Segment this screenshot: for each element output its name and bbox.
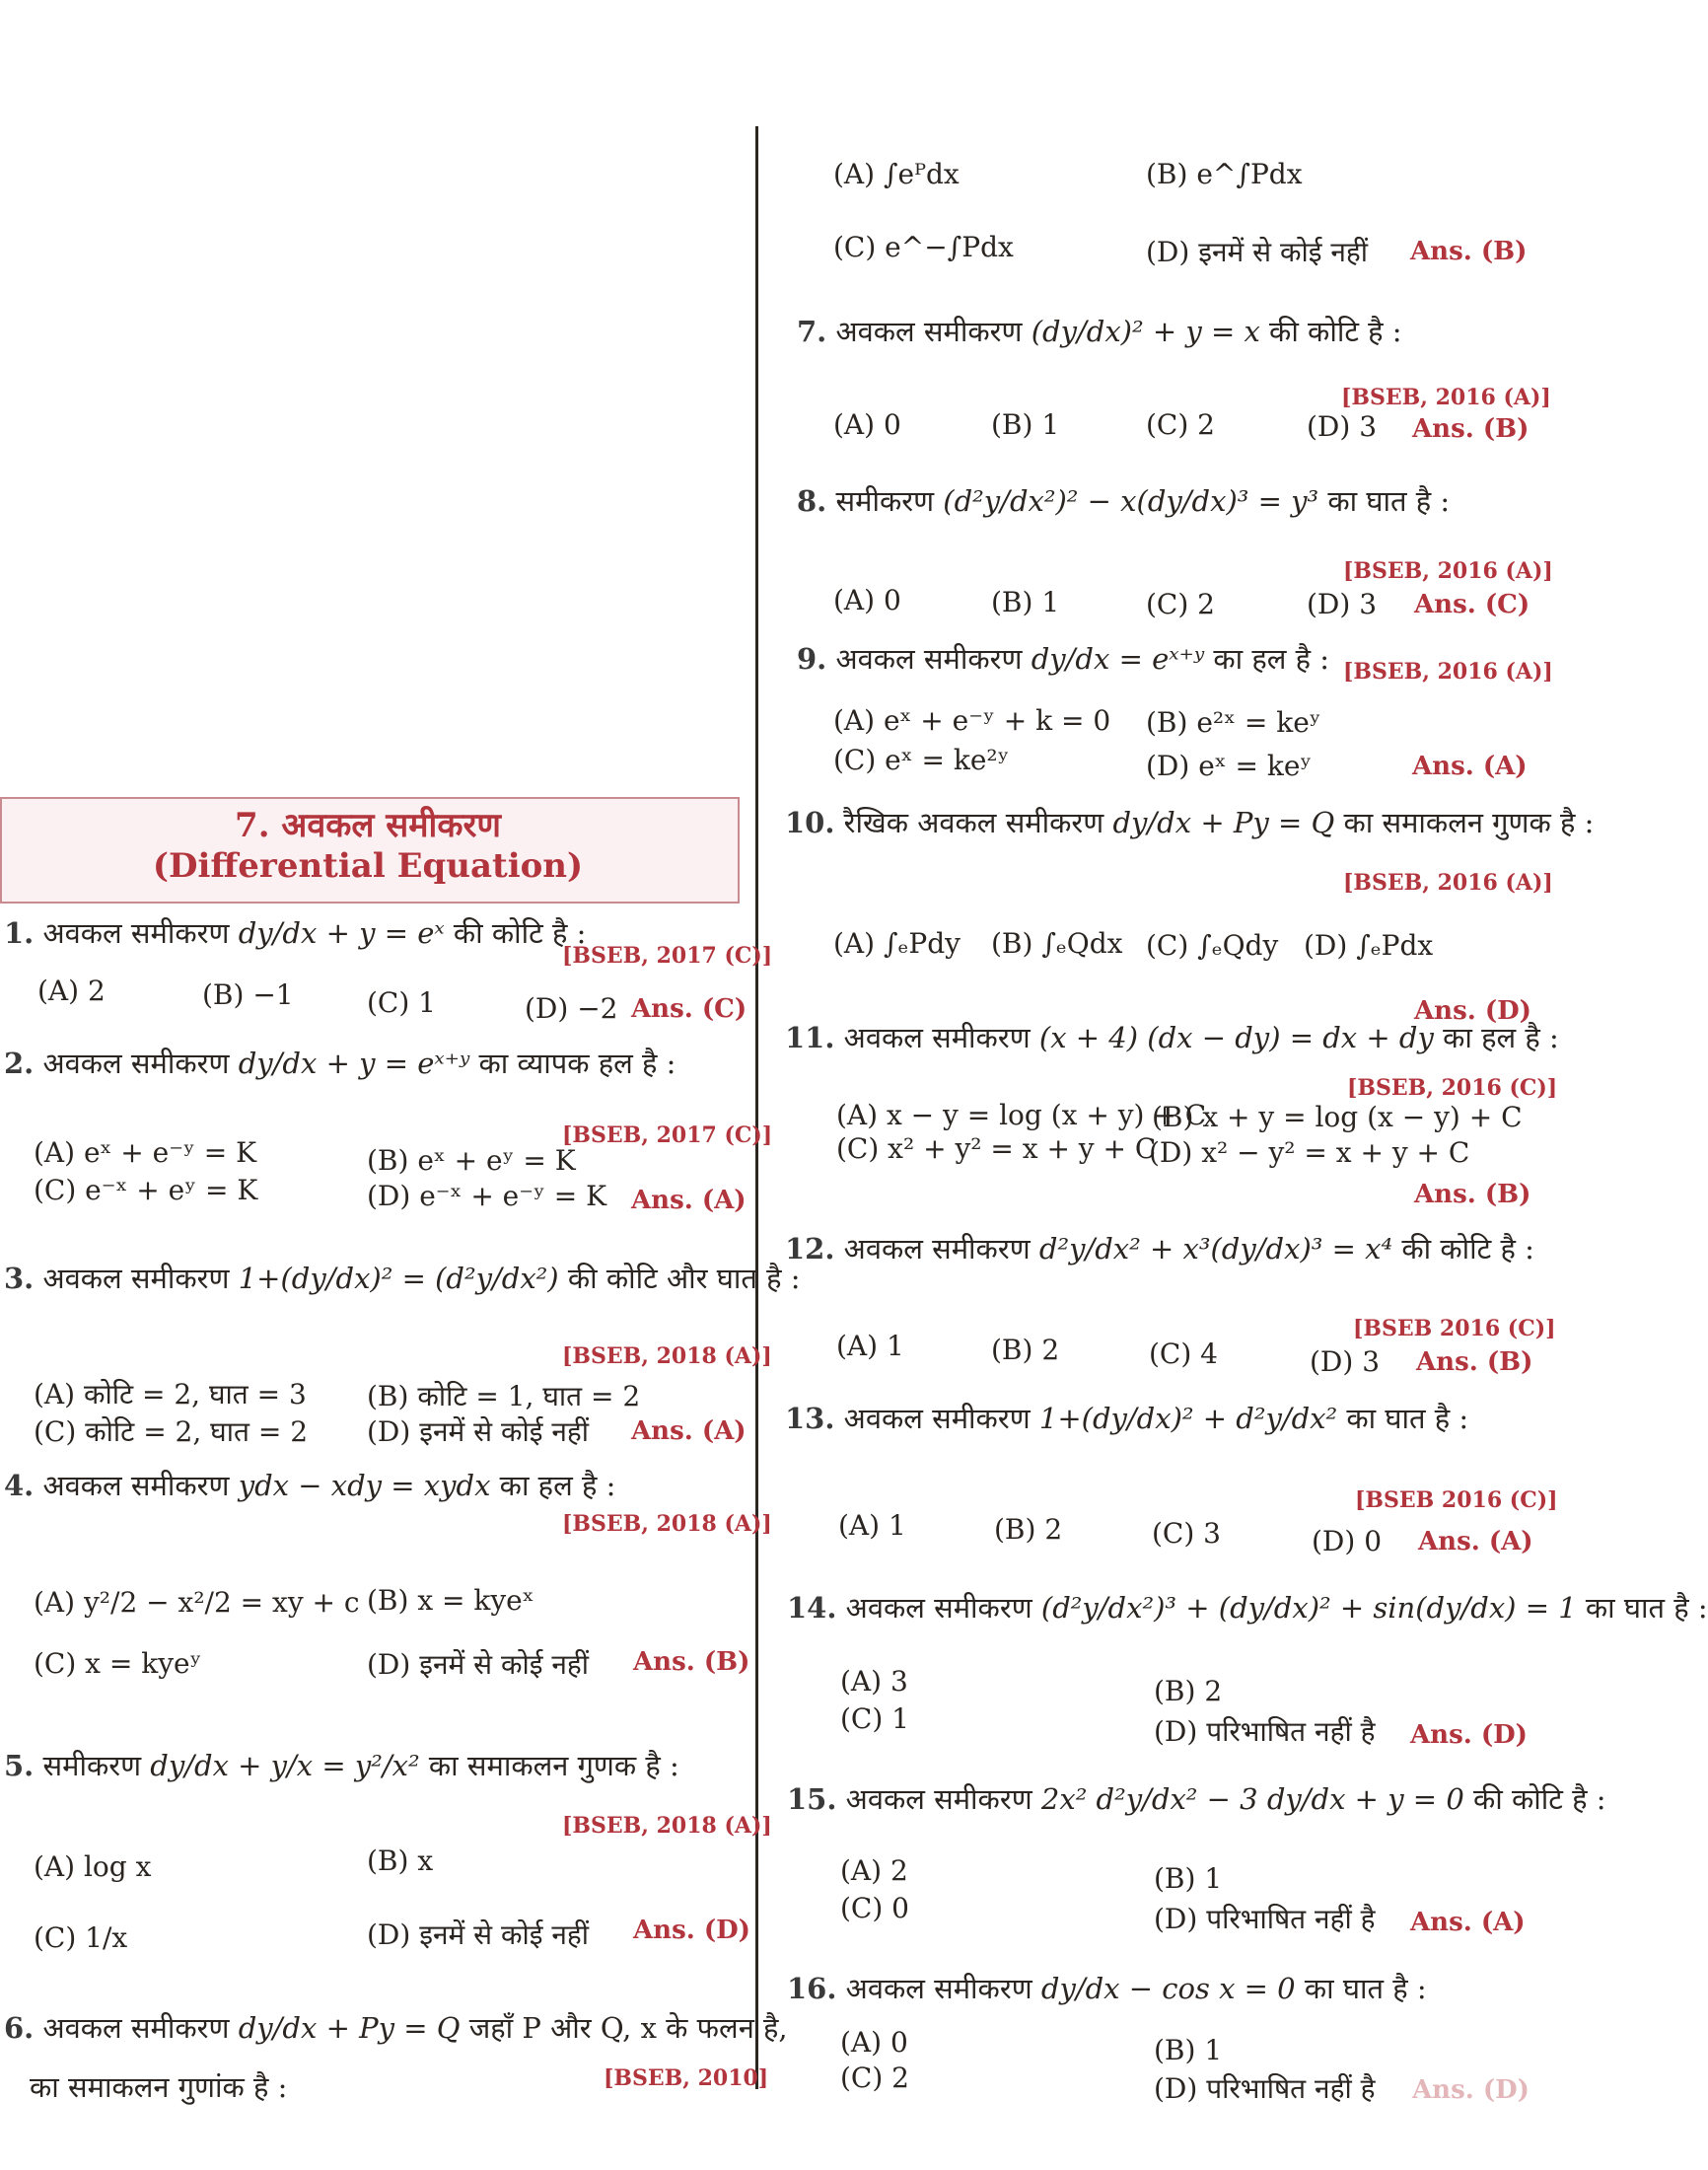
q14-option-a: (A) 3	[840, 1665, 908, 1698]
q4-option-d: (D) इनमें से कोई नहीं	[367, 1648, 590, 1681]
question-7: 7. अवकल समीकरण (dy/dx)² + y = x की कोटि है :	[797, 315, 1402, 348]
q6-option-a: (A) ∫eᴾdx	[833, 158, 960, 190]
question-14: 14. अवकल समीकरण (d²y/dx²)³ + (dy/dx)² + sin(dy/dx) = 1 का घात है :	[787, 1591, 1708, 1625]
q12-option-d: (D) 3	[1310, 1345, 1381, 1378]
question-8: 8. समीकरण (d²y/dx²)² − x(dy/dx)³ = y³ का घात है :	[797, 484, 1451, 518]
question-3: 3. अवकल समीकरण 1+(dy/dx)² = (d²y/dx²) की कोटि और घात है :	[4, 1262, 801, 1295]
q5-option-d: (D) इनमें से कोई नहीं	[367, 1918, 590, 1951]
q3-option-c: (C) कोटि = 2, घात = 2	[34, 1415, 309, 1448]
q16-option-c: (C) 2	[840, 2062, 909, 2094]
question-13: 13. अवकल समीकरण 1+(dy/dx)² + d²y/dx² का घात है :	[785, 1402, 1469, 1435]
question-1: 1. अवकल समीकरण dy/dx + y = eˣ की कोटि है :	[4, 916, 587, 950]
question-4: 4. अवकल समीकरण ydx − xdy = xydx का हल है :	[4, 1469, 616, 1502]
question-10: 10. रैखिक अवकल समीकरण dy/dx + Py = Q का समाकलन गुणक है :	[785, 806, 1595, 839]
q4-option-a: (A) y²/2 − x²/2 = xy + c	[34, 1586, 360, 1619]
q4-option-c: (C) x = kyeʸ	[34, 1647, 202, 1680]
q12-option-c: (C) 4	[1149, 1338, 1218, 1370]
question-16: 16. अवकल समीकरण dy/dx − cos x = 0 का घात है :	[787, 1972, 1427, 2005]
q9-answer: Ans. (A)	[1412, 752, 1528, 781]
q1-option-c: (C) 1	[367, 986, 436, 1019]
question-6: 6. अवकल समीकरण dy/dx + Py = Q जहाँ P और Q, x के फलन है,	[4, 2011, 788, 2045]
question-9: 9. अवकल समीकरण dy/dx = eˣ⁺ʸ का हल है :	[797, 642, 1330, 676]
q13-option-b: (B) 2	[994, 1513, 1063, 1546]
q2-option-b: (B) eˣ + eʸ = K	[367, 1144, 576, 1177]
q8-answer: Ans. (C)	[1414, 590, 1530, 619]
section-title-hindi: 7. अवकल समीकरण	[235, 806, 501, 845]
q15-option-b: (B) 1	[1154, 1862, 1223, 1895]
q4-source: [BSEB, 2018 (A)]	[562, 1511, 772, 1537]
q3-option-d: (D) इनमें से कोई नहीं	[367, 1415, 590, 1448]
q10-answer: Ans. (D)	[1414, 996, 1531, 1026]
question-11: 11. अवकल समीकरण (x + 4) (dx − dy) = dx + dy का हल है :	[785, 1021, 1559, 1054]
q2-option-a: (A) eˣ + e⁻ʸ = K	[34, 1136, 257, 1169]
question-12: 12. अवकल समीकरण d²y/dx² + x³(dy/dx)³ = x⁴ की कोटि है :	[785, 1232, 1534, 1266]
q9-option-b: (B) e²ˣ = keʸ	[1146, 706, 1321, 739]
q16-option-d: (D) परिभाषित नहीं है	[1154, 2072, 1376, 2105]
q7-option-b: (B) 1	[991, 408, 1060, 441]
q11-source: [BSEB, 2016 (C)]	[1347, 1075, 1558, 1101]
q5-option-c: (C) 1/x	[34, 1921, 128, 1954]
q9-option-c: (C) eˣ = ke²ʸ	[833, 744, 1010, 776]
q16-option-a: (A) 0	[840, 2026, 908, 2059]
q16-answer: Ans. (D)	[1412, 2075, 1530, 2105]
q8-option-b: (B) 1	[991, 586, 1060, 618]
q14-option-d: (D) परिभाषित नहीं है	[1154, 1715, 1376, 1748]
q11-option-d: (D) x² − y² = x + y + C	[1149, 1136, 1470, 1169]
question-6-cont: का समाकलन गुणांक है :	[30, 2070, 288, 2104]
q13-source: [BSEB 2016 (C)]	[1355, 1487, 1558, 1513]
q16-option-b: (B) 1	[1154, 2034, 1223, 2066]
q7-option-c: (C) 2	[1146, 408, 1215, 441]
q13-answer: Ans. (A)	[1418, 1527, 1533, 1556]
q8-source: [BSEB, 2016 (A)]	[1343, 558, 1553, 584]
question-2: 2. अवकल समीकरण dy/dx + y = eˣ⁺ʸ का व्यापक हल है :	[4, 1047, 676, 1080]
q6-option-d: (D) इनमें से कोई नहीं	[1146, 236, 1369, 268]
q4-option-b: (B) x = kyeˣ	[367, 1584, 534, 1617]
q7-option-a: (A) 0	[833, 408, 901, 441]
q8-option-c: (C) 2	[1146, 588, 1215, 620]
q12-answer: Ans. (B)	[1416, 1347, 1533, 1377]
q4-answer: Ans. (B)	[633, 1647, 750, 1677]
q15-option-a: (A) 2	[840, 1854, 908, 1887]
q15-option-d: (D) परिभाषित नहीं है	[1154, 1903, 1376, 1935]
q12-source: [BSEB 2016 (C)]	[1353, 1316, 1556, 1341]
q14-answer: Ans. (D)	[1410, 1720, 1528, 1750]
q9-option-a: (A) eˣ + e⁻ʸ + k = 0	[833, 704, 1111, 737]
q1-answer: Ans. (C)	[631, 994, 747, 1024]
q11-option-c: (C) x² + y² = x + y + C	[836, 1132, 1157, 1165]
q10-option-d: (D) ∫ₑPdx	[1304, 929, 1434, 962]
q2-option-c: (C) e⁻ˣ + eʸ = K	[34, 1174, 258, 1206]
section-title-english: (Differential Equation)	[152, 846, 584, 886]
q11-option-b: (B) x + y = log (x − y) + C	[1152, 1101, 1523, 1133]
q10-source: [BSEB, 2016 (A)]	[1343, 870, 1553, 896]
q6-answer: Ans. (B)	[1410, 237, 1528, 266]
q7-option-d: (D) 3	[1307, 410, 1378, 443]
q1-option-a: (A) 2	[37, 975, 106, 1007]
q14-option-c: (C) 1	[840, 1702, 909, 1735]
q2-source: [BSEB, 2017 (C)]	[562, 1122, 773, 1148]
question-5: 5. समीकरण dy/dx + y/x = y²/x² का समाकलन गुणक है :	[4, 1749, 679, 1782]
q8-option-d: (D) 3	[1307, 588, 1378, 620]
q13-option-d: (D) 0	[1312, 1525, 1383, 1557]
q1-option-b: (B) −1	[202, 978, 294, 1011]
q13-option-c: (C) 3	[1152, 1517, 1221, 1550]
q7-source: [BSEB, 2016 (A)]	[1341, 385, 1551, 410]
q2-option-d: (D) e⁻ˣ + e⁻ʸ = K	[367, 1180, 607, 1212]
q6-option-b: (B) e^∫Pdx	[1146, 158, 1303, 190]
q11-option-a: (A) x − y = log (x + y) + C	[836, 1099, 1207, 1131]
q15-option-c: (C) 0	[840, 1892, 909, 1924]
q3-source: [BSEB, 2018 (A)]	[562, 1343, 772, 1369]
q7-answer: Ans. (B)	[1412, 414, 1530, 444]
q3-option-b: (B) कोटि = 1, घात = 2	[367, 1380, 641, 1412]
q12-option-b: (B) 2	[991, 1334, 1060, 1366]
q15-answer: Ans. (A)	[1410, 1908, 1526, 1937]
q5-answer: Ans. (D)	[633, 1916, 750, 1945]
q1-source: [BSEB, 2017 (C)]	[562, 943, 773, 969]
column-divider	[755, 126, 758, 2089]
q3-option-a: (A) कोटि = 2, घात = 3	[34, 1378, 307, 1410]
q11-answer: Ans. (B)	[1414, 1180, 1531, 1209]
q5-option-b: (B) x	[367, 1844, 434, 1877]
q10-option-a: (A) ∫ₑPdy	[833, 927, 961, 960]
q8-option-a: (A) 0	[833, 584, 901, 616]
q12-option-a: (A) 1	[836, 1330, 904, 1362]
q5-source: [BSEB, 2018 (A)]	[562, 1813, 772, 1839]
q9-source: [BSEB, 2016 (A)]	[1343, 659, 1553, 685]
question-15: 15. अवकल समीकरण 2x² d²y/dx² − 3 dy/dx + y = 0 की कोटि है :	[787, 1782, 1606, 1816]
q2-answer: Ans. (A)	[631, 1186, 747, 1215]
q9-option-d: (D) eˣ = keʸ	[1146, 750, 1313, 782]
q6-source: [BSEB, 2010]	[604, 2065, 769, 2091]
q14-option-b: (B) 2	[1154, 1675, 1223, 1707]
q1-option-d: (D) −2	[525, 992, 618, 1025]
q3-answer: Ans. (A)	[631, 1416, 747, 1446]
q10-option-b: (B) ∫ₑQdx	[991, 927, 1123, 960]
q5-option-a: (A) log x	[34, 1850, 152, 1883]
q13-option-a: (A) 1	[838, 1509, 906, 1542]
q10-option-c: (C) ∫ₑQdy	[1146, 929, 1279, 962]
q6-option-c: (C) e^−∫Pdx	[833, 231, 1014, 263]
